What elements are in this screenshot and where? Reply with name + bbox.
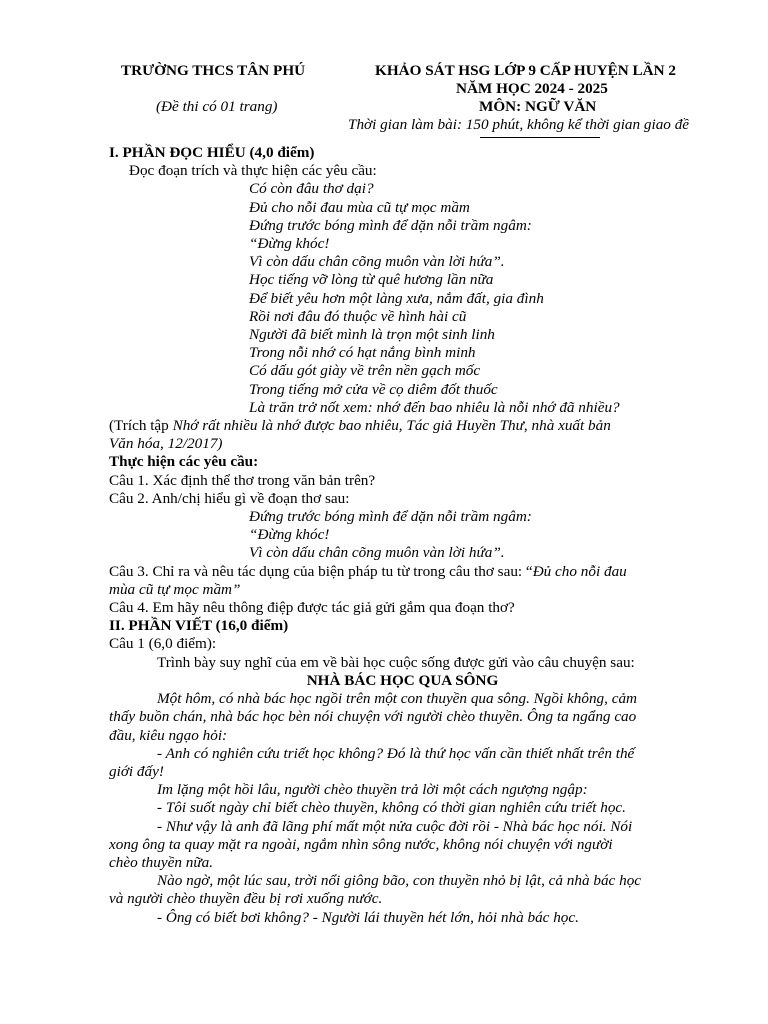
essay-question-1: Câu 1 (6,0 điểm): [109,635,217,653]
part1-intro: Đọc đoạn trích và thực hiện các yêu cầu: [129,162,377,180]
story-line: - Tôi suốt ngày chỉ biết chèo thuyền, không có thời gian nghiên cứu triết học. [157,799,626,817]
part1-title: I. PHẦN ĐỌC HIỂU (4,0 điểm) [109,144,315,161]
essay-task: Trình bày suy nghĩ của em về bài học cuộc sống được gửi vào câu chuyện sau: [157,653,635,671]
school-name: TRƯỜNG THCS TÂN PHÚ [121,62,306,79]
poem-line: Để biết yêu hơn một làng xưa, nắm đất, gia đình [249,289,544,307]
story-line: giới đấy! [109,762,164,780]
exam-page [109,62,696,927]
question-3-text: Câu 3. Chỉ ra và nêu tác dụng của biện pháp tu từ trong câu thơ sau: “ [109,562,533,580]
story-line: và người chèo thuyền đều bị rơi xuống nước. [109,890,383,908]
question-3-quote: Đủ cho nỗi đau [532,562,627,580]
question-1: Câu 1. Xác định thể thơ trong văn bản trên? [109,471,376,489]
exam-title: KHẢO SÁT HSG LỚP 9 CẤP HUYỆN LẦN 2 [375,62,676,79]
requirements-title: Thực hiện các yêu cầu: [109,453,259,471]
story-title: NHÀ BÁC HỌC QUA SÔNG [306,671,499,689]
question-3 [109,563,696,581]
poem-line: Học tiếng vỡ lòng từ quê hương lần nữa [249,271,494,289]
story-line: - Ông có biết bơi không? - Người lái thuyền hét lớn, hỏi nhà bác học. [157,908,579,926]
header-divider [480,137,600,138]
story-line: thấy buồn chán, nhà bác học bèn nói chuyện với người chèo thuyền. Ông ta ngẩng cao [109,708,637,726]
time-limit: Thời gian làm bài: 150 phút, không kể thời gian giao đề [348,116,690,133]
poem-line: Đứng trước bóng mình để dặn nỗi trầm ngâm: [249,508,532,526]
story-body [109,690,696,927]
source-prefix: (Trích tập [109,417,173,435]
poem-line: Có dấu gót giày về trên nền gạch mốc [249,362,481,380]
story-line: xong ông ta quay mặt ra ngoài, ngắm nhìn sông nước, không nói chuyện với người [109,835,613,853]
poem-line: “Đừng khóc! [249,235,330,253]
source-title: Nhớ rất nhiều là nhớ được bao nhiêu, Tác giả Huyền Thư, nhà xuất bản [172,417,611,435]
story-line: Im lặng một hồi lâu, người chèo thuyền trả lời một cách ngượng ngập: [157,781,588,799]
poem-line: Có còn đâu thơ dại? [249,180,374,198]
poem-excerpt [109,180,696,417]
poem-line: Vì còn dấu chân cõng muôn vàn lời hứa”. [249,253,505,271]
question-2-excerpt [109,508,696,563]
poem-line: Đủ cho nỗi đau mùa cũ tự mọc mầm [249,198,470,216]
poem-line: Vì còn dấu chân cõng muôn vàn lời hứa”. [249,544,505,562]
story-line: Nào ngờ, một lúc sau, trời nổi giông bão, con thuyền nhỏ bị lật, cả nhà bác học [157,872,642,890]
story-line: Một hôm, có nhà bác học ngồi trên một con thuyền qua sông. Ngồi không, cảm [157,690,638,708]
school-year: NĂM HỌC 2024 - 2025 [456,80,608,97]
poem-line: Trong nỗi nhớ có hạt nắng bình minh [249,344,476,362]
story-line: - Anh có nghiên cứu triết học không? Đó là thứ học vấn cần thiết nhất trên thế [157,744,635,762]
exam-header [109,62,696,144]
question-3-quote-cont: mùa cũ tự mọc mầm” [109,580,241,598]
part2-title: II. PHẦN VIẾT (16,0 điểm) [109,617,289,635]
poem-line: Đứng trước bóng mình để dặn nỗi trầm ngâm: [249,216,532,234]
story-line: - Như vậy là anh đã lãng phí mất một nửa cuộc đời rồi - Nhà bác học nói. Nói [157,817,633,835]
poem-line: Người đã biết mình là trọn một sinh linh [249,326,495,344]
story-line: đầu, kiêu ngạo hỏi: [109,726,228,744]
source-publisher: Văn hóa, 12/2017) [109,435,223,453]
story-line: chèo thuyền nữa. [109,853,214,871]
poem-line: Rồi nơi đâu đó thuộc về hình hài cũ [249,307,467,325]
question-2: Câu 2. Anh/chị hiểu gì về đoạn thơ sau: [109,489,350,507]
poem-line: Trong tiếng mở cửa về cọ diêm đốt thuốc [249,380,498,398]
subject-title: MÔN: NGỮ VĂN [479,98,597,115]
poem-line: “Đừng khóc! [249,526,330,544]
poem-line: Là trăn trở nốt xem: nhớ đến bao nhiêu là nỗi nhớ đã nhiều? [249,398,620,416]
poem-source [109,417,696,435]
question-4: Câu 4. Em hãy nêu thông điệp được tác giả gửi gắm qua đoạn thơ? [109,599,515,617]
page-count-note: (Đề thi có 01 trang) [156,98,278,115]
